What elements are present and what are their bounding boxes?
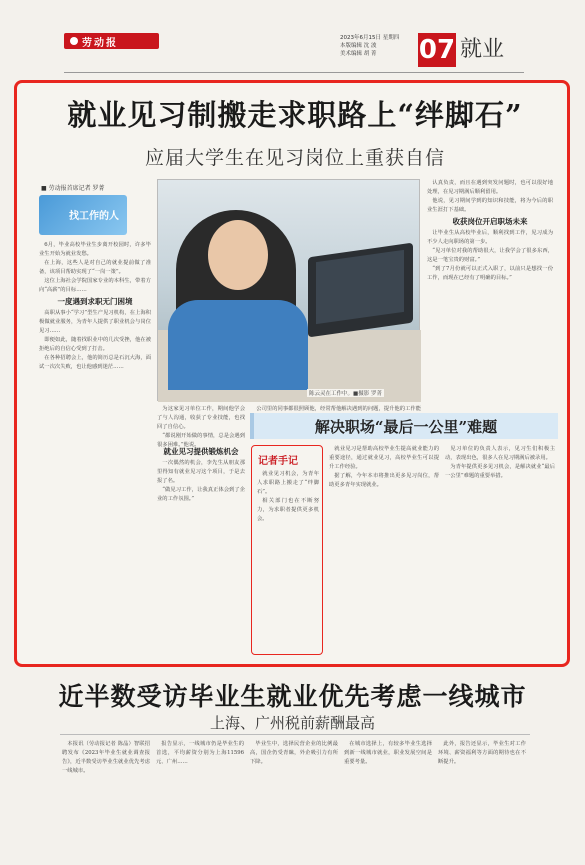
logo-text: 劳动报	[82, 37, 118, 49]
paragraph: 在城市选择上，有较多毕业生选择到新一线城市就业，职业发展空间是重要考量。	[344, 741, 432, 765]
article-subhead: 应届大学生在见习岗位上重获自信	[144, 147, 445, 169]
paragraph: “到了7月份就可以正式入职了，以前只是想找一份工作，而现在已经有了明确的目标。”	[427, 266, 553, 281]
paragraph: 高职从事小“学习”型生产见习机构，在上海积极做就业服务，为青年人提供了职业机会与岗位见习……	[39, 310, 151, 334]
paragraph: 本报讯（劳动报记者 陈晶）智联招聘发布《2023年毕业生就业调查报告》，近半数受访毕业生就业优先考虑一线城市。	[62, 741, 150, 774]
article-column-2b	[157, 445, 245, 655]
paragraph: 毕业生中，选择民营企业的比例最高，国企仍受青睐，外企吸引力有所下降。	[250, 741, 338, 765]
laptop-screen	[316, 250, 404, 324]
masthead	[0, 0, 585, 78]
reporter-notes-box	[251, 445, 323, 655]
masthead-divider	[64, 72, 524, 73]
paragraph: “见习单位对我的帮助很大，让我学会了很多东西，这是一笔宝贵的财富。”	[427, 248, 553, 263]
lower-subhead: 上海、广州税前薪酬最高	[209, 714, 375, 732]
section-subhead: 一度遇到求职无门困境	[57, 297, 133, 306]
paragraph: 就业见习机会，为青年人求职路上搬走了“绊脚石”。	[257, 471, 319, 495]
paragraph: 在上海，这些人是对自己的就业提前做了准备，该项目帮助实现了“一岗一策”。	[39, 260, 151, 275]
article-column-5	[329, 445, 439, 655]
article-column-6	[445, 445, 555, 655]
paragraph: 让毕业生从高校毕业后，顺利找到工作，见习成为不少人走向职场的第一步。	[427, 230, 553, 245]
section-banner	[250, 413, 558, 439]
paragraph: “都说刚开始做的事情，总是会遇到很多困难。”他说。	[157, 433, 245, 448]
lower-column-3	[250, 740, 338, 858]
lower-divider	[60, 734, 530, 735]
paragraph: 据了解，今年本市将推出更多见习岗位，帮助更多青年实现就业。	[329, 473, 439, 488]
edition-meta	[340, 34, 420, 58]
article-column-2	[157, 405, 245, 448]
paragraph: 见习单位的负责人表示，见习生们积极主动，表现出色，很多人在见习期满后被录用。	[445, 446, 555, 461]
paragraph: 公司里的同事都很照顾他，经常帮他解决遇到的问题，提升他的工作能	[256, 406, 421, 412]
paragraph: 这位上海社会学院国家专业的本科生，带着方向“高薪”的目标……	[39, 278, 151, 293]
paragraph: 在各种招聘会上，他的简历总是石沉大海，面试一次次失败，也让他感到迷茫……	[39, 355, 151, 370]
paragraph: 他说，见习期间学到的知识和技能，将为今后的职业生涯打下基础。	[427, 198, 553, 213]
paragraph: 为青年提供更多见习机会，是解决就业“最后一公里”难题的重要举措。	[445, 464, 555, 479]
feature-article	[14, 80, 570, 667]
article-column-1	[39, 241, 151, 661]
paragraph: 为这家见习单位工作，期间他学会了与人沟通，收获了专业技能，也找回了自信心。	[157, 406, 245, 430]
person-face	[208, 220, 268, 290]
article-photo	[157, 179, 420, 401]
article-headline: 就业见习制搬走求职路上“绊脚石”	[67, 98, 523, 132]
paragraph: 一次偶然的机会，李先生从朋友那里得知有就业见习这个项目，于是去报了名。	[157, 460, 245, 484]
paragraph: 报告显示，一线城市仍是毕业生的首选，平均薪资分别为上海11596元、广州……	[156, 741, 244, 765]
paragraph: 6月，毕业高校毕业生步离开校园时，许多毕业生开始为就业发愁。	[39, 242, 151, 257]
tag-image-text: 找工作的人	[69, 211, 119, 222]
lower-column-1	[62, 740, 150, 858]
meta-editor: 本版编辑 沈 波	[340, 43, 377, 49]
person-shirt	[168, 300, 308, 390]
paragraph: 相关部门也在不断努力，为求职者提供更多机会。	[257, 498, 319, 522]
meta-art-editor: 美术编辑 胡 菁	[340, 51, 377, 57]
page-number: 07	[418, 35, 456, 65]
banner-title: 解决职场“最后一公里”难题	[314, 418, 498, 436]
paragraph: 即便如此，随着找职业中的几次受挫，他在被拒绝后的自信心受到了打击。	[39, 337, 151, 352]
tag-image	[39, 195, 127, 235]
logo-icon	[70, 37, 78, 45]
notes-body	[257, 470, 319, 650]
meta-date: 2023年6月15日 星期四	[340, 35, 400, 41]
article-byline: ■ 劳动报首席记者 罗菁	[41, 185, 105, 192]
paragraph: 认真负责，而且在遇到突发问题时，也可以很好地处理，在见习期满后顺利留用。	[427, 180, 553, 195]
photo-caption: 陈云灵在工作中。■摄影 罗菁	[309, 391, 382, 397]
section-subhead: 收获岗位开启职场未来	[452, 217, 528, 226]
paragraph: 此外，报告还显示，毕业生对工作环境、薪资福利等方面的期待也在不断提升。	[438, 741, 526, 765]
notes-title: 记者手记	[258, 456, 298, 467]
newspaper-logo	[64, 33, 159, 49]
section-subhead: 就业见习提供锻炼机会	[163, 447, 239, 456]
section-name: 就业	[460, 37, 505, 62]
paragraph: “做见习工作，让我真正体会到了企业的工作氛围。”	[157, 487, 245, 502]
paragraph: 就业见习是帮助高校毕业生提高就业能力的重要途径，通过就业见习，高校毕业生可以提升工作经验。	[329, 446, 439, 470]
lower-column-4	[344, 740, 432, 858]
article-column-4	[427, 179, 553, 409]
lower-column-2	[156, 740, 244, 858]
lower-headline: 近半数受访毕业生就业优先考虑一线城市	[58, 682, 527, 711]
lower-column-5	[438, 740, 526, 858]
